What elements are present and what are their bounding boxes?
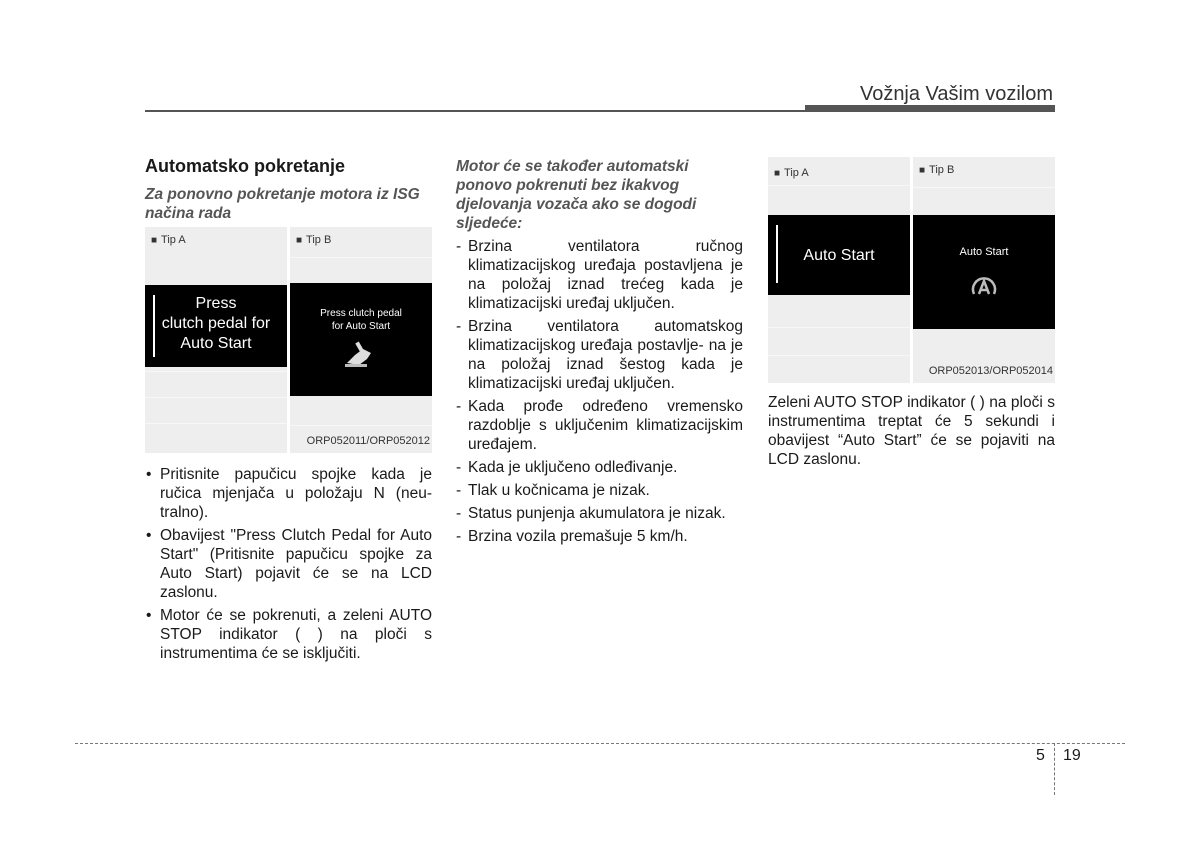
list-item: - Status punjenja akumulatora je nizak. <box>456 504 743 523</box>
figure-caption: ORP052013/ORP052014 <box>928 365 1053 377</box>
clutch-pedal-icon <box>341 339 381 369</box>
lcd-screen-tip-b <box>913 215 1055 329</box>
screen-b-line-1: Press clutch pedal <box>320 308 402 319</box>
tip-b-label: ■ Tip B <box>296 231 331 250</box>
subheading: Motor će se također automatski ponovo pokrenuti bez ikakvog djelovanja vozača ako se dogodi sljedeće: <box>456 158 697 232</box>
conditions-list <box>456 237 743 546</box>
screen-b-text: Auto Start <box>959 246 1009 258</box>
section-heading: Automatsko pokretanje <box>145 156 346 176</box>
list-item: • Motor će se pokrenuti, a zeleni AUTO STOP indikator ( ) na ploči s instrumentima će se isključiti. <box>145 606 432 663</box>
page-number: 19 <box>1063 747 1081 764</box>
list-item: - Kada je uključeno odleđivanje. <box>456 458 743 477</box>
figure-auto-start <box>768 157 1055 383</box>
screen-a-line-3: Auto Start <box>180 335 252 352</box>
column-1 <box>145 157 432 667</box>
footer-dashed-rule <box>75 743 1125 744</box>
list-item: • Pritisnite papučicu spojke kada je ručica mjenjača u položaju N (neu- tralno). <box>145 465 432 522</box>
screen-b-line-2: for Auto Start <box>331 321 391 332</box>
list-item: - Kada prođe određeno vremensko razdoblje s uključenim klimatizacijskim uređajem. <box>456 397 743 454</box>
list-item: - Brzina ventilatora automatskog klimatizacijskog uređaja postavlje- na je na položaj iznad šestog kada je klimatizacijski uređaj uključen. <box>456 317 743 393</box>
list-item: - Brzina vozila premašuje 5 km/h. <box>456 527 743 546</box>
auto-stop-indicator-icon <box>969 272 999 302</box>
screen-a-text: Auto Start <box>803 247 875 264</box>
list-item: - Brzina ventilatora ručnog klimatizacijskog uređaja postavljena je na položaj iznad trećeg kada je klimatizacijski uređaj uključen. <box>456 237 743 313</box>
subheading: Za ponovno pokretanje motora iz ISG načina rada <box>145 186 420 222</box>
column-2 <box>456 157 743 550</box>
tip-a-label: ■ Tip A <box>774 164 809 183</box>
bullet-list <box>145 465 432 663</box>
figure-panel-tip-a <box>145 227 287 453</box>
lcd-screen-tip-b <box>290 283 432 396</box>
figure-press-clutch <box>145 227 432 453</box>
column-3 <box>768 157 1055 469</box>
chapter-number: 5 <box>1036 747 1045 764</box>
header-rule <box>145 110 805 112</box>
lcd-screen-tip-a <box>145 285 287 367</box>
lcd-screen-tip-a <box>768 215 910 295</box>
list-item: - Tlak u kočnicama je nizak. <box>456 481 743 500</box>
figure-panel-tip-b <box>290 227 432 453</box>
footer-vertical-rule <box>1054 743 1055 795</box>
screen-a-line-2: clutch pedal for <box>161 315 271 332</box>
figure-caption: ORP052011/ORP052012 <box>306 435 430 447</box>
screen-a-line-1: Press <box>195 295 237 312</box>
chapter-title: Vožnja Vašim vozilom <box>859 83 1053 105</box>
tip-a-label: ■ Tip A <box>151 231 186 250</box>
list-item: • Obavijest "Press Clutch Pedal for Auto Start" (Pritisnite papučicu spojke za Auto Start) pojavit će se na LCD zaslonu. <box>145 526 432 602</box>
figure-panel-tip-b <box>913 157 1055 383</box>
header-bar <box>805 105 1055 112</box>
auto-start-description: Zeleni AUTO STOP indikator ( ) na ploči s instrumentima treptat će 5 sekundi i obavijest “Auto Start” će se pojaviti na LCD zaslonu. <box>768 394 1055 468</box>
tip-b-label: ■ Tip B <box>919 161 954 180</box>
figure-panel-tip-a <box>768 157 910 383</box>
